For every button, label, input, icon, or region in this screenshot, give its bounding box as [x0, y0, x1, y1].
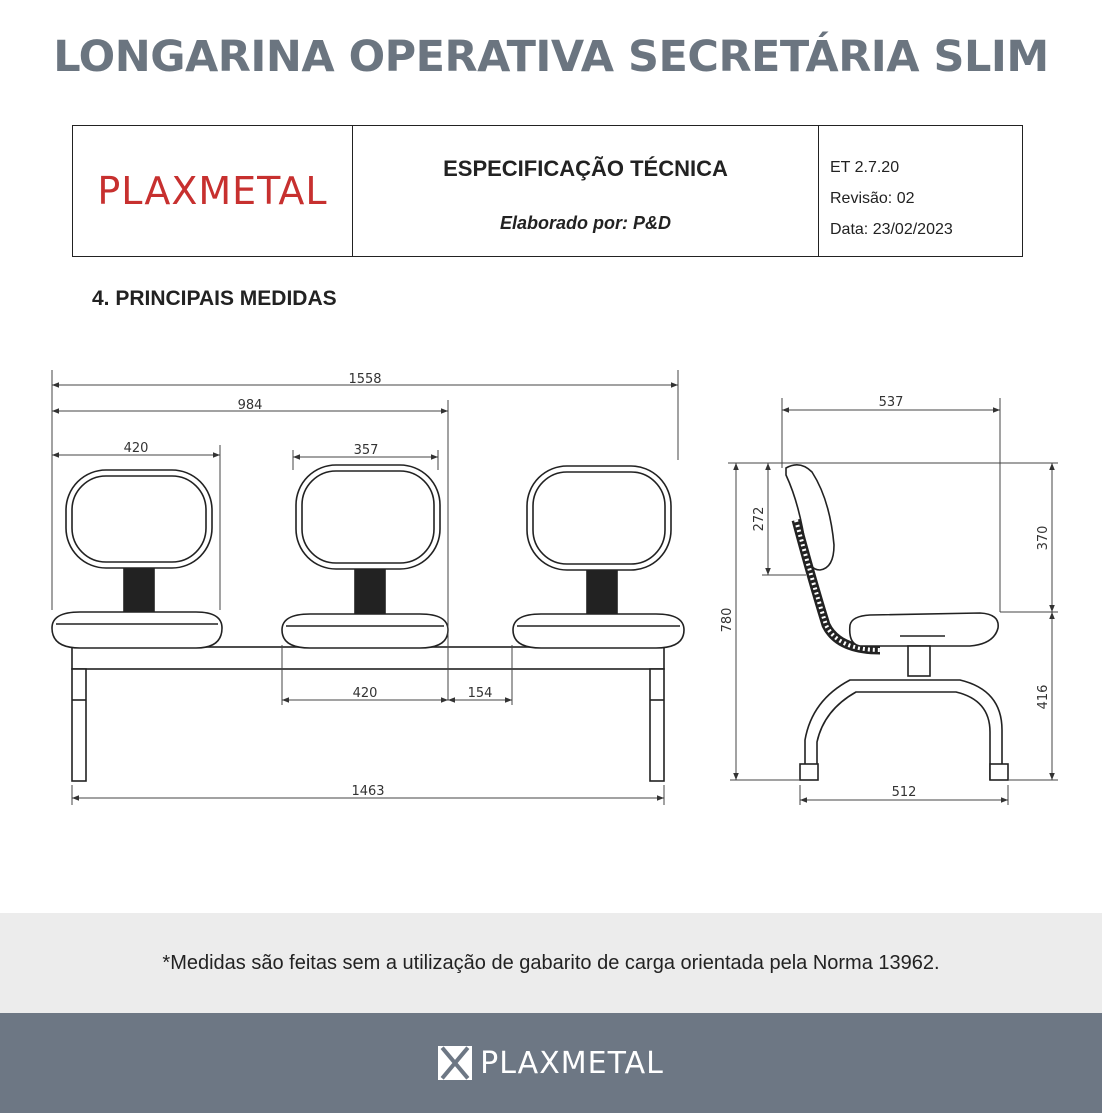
- dim-backrest-height: 370: [1036, 525, 1051, 551]
- footnote-band: [0, 913, 1102, 1013]
- company-logo: PLAXMETAL: [97, 169, 328, 213]
- spec-date: Data: 23/02/2023: [830, 221, 953, 238]
- dim-depth: 537: [878, 395, 904, 410]
- spec-heading: ESPECIFICAÇÃO TÉCNICA: [443, 156, 728, 181]
- dim-gap: 154: [467, 686, 493, 701]
- dim-seat-width: 420: [123, 441, 149, 456]
- section-heading: 4. PRINCIPAIS MEDIDAS: [92, 287, 337, 310]
- spec-logo-cell: [73, 126, 353, 256]
- front-view: [52, 465, 684, 781]
- side-view: [786, 465, 1008, 780]
- spec-revision: Revisão: 02: [830, 190, 915, 207]
- spec-title-cell: [353, 126, 819, 256]
- dim-two-seat-width: 984: [237, 398, 263, 413]
- page-title: LONGARINA OPERATIVA SECRETÁRIA SLIM: [53, 32, 1049, 82]
- spec-meta-cell: [819, 126, 1022, 256]
- dim-frame-width: 1463: [351, 784, 385, 799]
- footnote: *Medidas são feitas sem a utilização de gabarito de carga orientada pela Norma 13962.: [162, 951, 940, 974]
- dim-total-width: 1558: [348, 372, 382, 387]
- dim-base-depth: 512: [891, 785, 917, 800]
- spec-author: Elaborado por: P&D: [499, 213, 671, 233]
- dim-seat-width-lower: 420: [352, 686, 378, 701]
- brand-name: PLAXMETAL: [480, 1045, 664, 1081]
- dim-total-height: 780: [720, 607, 735, 633]
- brand-bar: [0, 1013, 1102, 1113]
- dim-backrest-width: 357: [353, 443, 379, 458]
- dim-seat-height: 416: [1036, 684, 1051, 710]
- dim-backrest-adjust: 272: [752, 506, 767, 532]
- brand-x-icon: [438, 1046, 472, 1080]
- spec-code: ET 2.7.20: [830, 159, 900, 176]
- spec-header-table: [72, 125, 1023, 257]
